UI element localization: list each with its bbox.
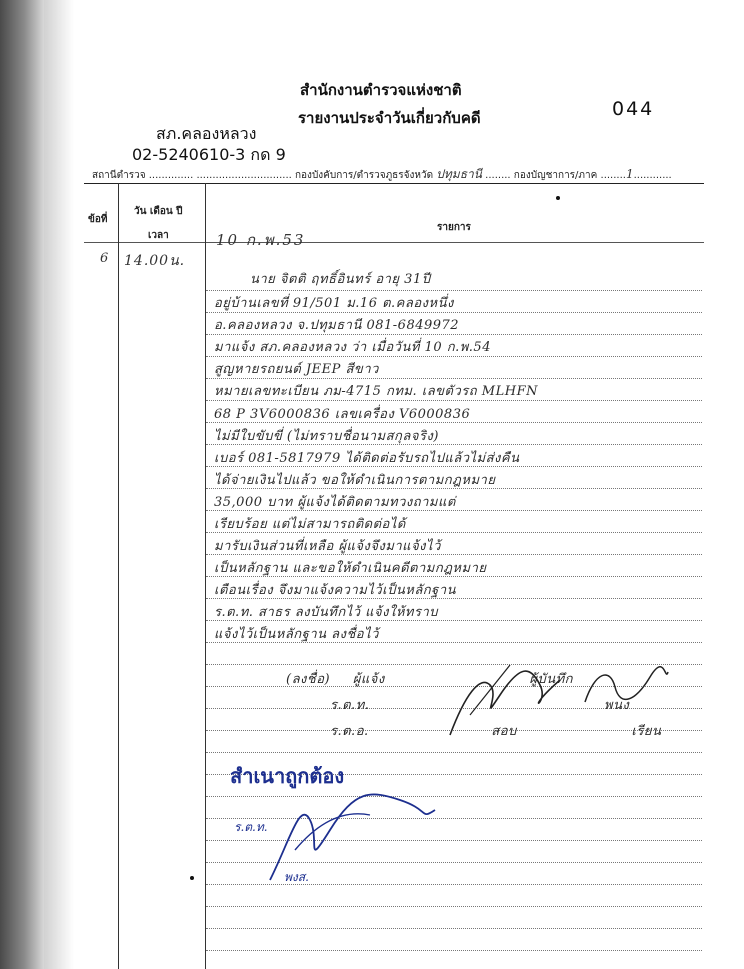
entry-line: ไม่มีใบขับขี่ (ไม่ทราบชื่อนามสกุลจริง) <box>214 429 439 444</box>
sign-role-2: สอบ <box>491 724 517 739</box>
header-division-label: กองบัญชาการ/ภาค <box>513 170 598 181</box>
certified-copy-stamp: สำเนาถูกต้อง <box>230 764 345 788</box>
entry-time: 14.00น. <box>124 253 186 269</box>
header-fields: สถานีตำรวจ .............. .............................. กองบังคับการ/ตำรวจภูธรจังหวัด ปทุมธานี ........ กองบัญชาการ/ภาค ........1............ <box>92 167 672 181</box>
scan-dot <box>556 196 560 200</box>
sign-role-3: เรียน <box>631 724 662 739</box>
entry-line: มารับเงินส่วนที่เหลือ ผู้แจ้งจึงมาแจ้งไว้ <box>214 539 441 554</box>
entry-line: ร.ต.ท. สาธร ลงบันทึกไว้ แจ้งให้ทราบ <box>214 605 439 620</box>
handwritten-signature-recorder <box>580 662 670 712</box>
entry-line: นาย จิตติ ฤทธิ์อินทร์ อายุ 31ปี <box>250 272 431 287</box>
header-station-label: สถานีตำรวจ .............. <box>92 170 194 181</box>
sign-rank-1: ร.ต.ท. <box>330 698 370 713</box>
entry-line: หมายเลขทะเบียน ภม-4715 กทม. เลขตัวรถ MLHFN <box>214 384 538 399</box>
header-region-value: 1 <box>625 167 634 181</box>
entry-line: อ.คลองหลวง จ.ปทุมธานี 081-6849972 <box>214 318 460 333</box>
header-rule-top <box>84 183 704 184</box>
agency-title: สำนักงานตำรวจแห่งชาติ <box>300 81 462 99</box>
entry-line: แจ้งไว้เป็นหลักฐาน ลงชื่อไว้ <box>214 627 379 642</box>
entry-line: สูญหายรถยนต์ JEEP สีขาว <box>214 362 379 377</box>
entry-date: 10 ก.พ.53 <box>216 231 306 249</box>
sign-prefix: (ลงชื่อ) <box>286 672 331 687</box>
entry-line: ได้จ่ายเงินไปแล้ว ขอให้ดำเนินการตามกฎหมาย <box>214 473 496 488</box>
header-rule-bottom <box>84 242 704 243</box>
ruled-line <box>206 906 702 907</box>
header-province-value: ปทุมธานี <box>436 167 482 181</box>
ruled-line <box>206 752 702 753</box>
entry-line: 35,000 บาท ผู้แจ้งได้ติดตามทวงถามแต่ <box>214 495 456 510</box>
sign-rank-2: ร.ต.อ. <box>330 724 369 739</box>
entry-line: เบอร์ 081-5817979 ได้ติดต่อรับรถไปแล้วไม่ส่งคืน <box>214 451 520 466</box>
certification-rank: ร.ต.ท. <box>234 820 268 834</box>
entry-line: เป็นหลักฐาน และขอให้ดำเนินคดีตามกฎหมาย <box>214 561 487 576</box>
entry-line: อยู่บ้านเลขที่ 91/501 ม.16 ต.คลองหนึ่ง <box>214 296 454 311</box>
entry-line: มาแจ้ง สภ.คลองหลวง ว่า เมื่อวันที่ 10 ก.พ.54 <box>214 340 491 355</box>
ruled-line <box>206 928 702 929</box>
column-divider-1 <box>118 183 119 969</box>
scan-binding-shadow <box>0 0 44 969</box>
entry-line: 68 P 3V6000836 เลขเครื่อง V6000836 <box>214 407 471 422</box>
col-details-header: รายการ <box>437 222 471 233</box>
scan-dot <box>190 876 194 880</box>
handwritten-signature-reporter <box>440 655 590 745</box>
col-date-header: วัน เดือน ปี <box>134 206 183 217</box>
ruled-line <box>206 290 702 291</box>
entry-line: เตือนเรื่อง จึงมาแจ้งความไว้เป็นหลักฐาน <box>214 583 457 598</box>
station-stamp: สภ.คลองหลวง <box>156 124 257 143</box>
document-number: 044 <box>612 98 655 120</box>
station-phone: 02-5240610-3 กด 9 <box>132 145 286 164</box>
sign-label-reporter: ผู้แจ้ง <box>352 672 385 687</box>
col-time-header: เวลา <box>148 230 169 241</box>
col-item-header: ข้อที่ <box>88 214 108 225</box>
report-title: รายงานประจำวันเกี่ยวกับคดี <box>298 109 481 127</box>
scan-page-curl <box>44 0 74 969</box>
sign-label-recorder: ผู้บันทึก <box>529 672 574 687</box>
certification-role: พงส. <box>284 870 309 884</box>
certification-signature <box>250 780 440 890</box>
entry-item-number: 6 <box>100 251 109 266</box>
entry-line: เรียบร้อย แต่ไม่สามารถติดต่อได้ <box>214 517 406 532</box>
header-command-label: กองบังคับการ/ตำรวจภูธรจังหวัด <box>295 170 434 181</box>
ruled-line <box>206 950 702 951</box>
sign-role-1: พนง <box>604 698 630 713</box>
